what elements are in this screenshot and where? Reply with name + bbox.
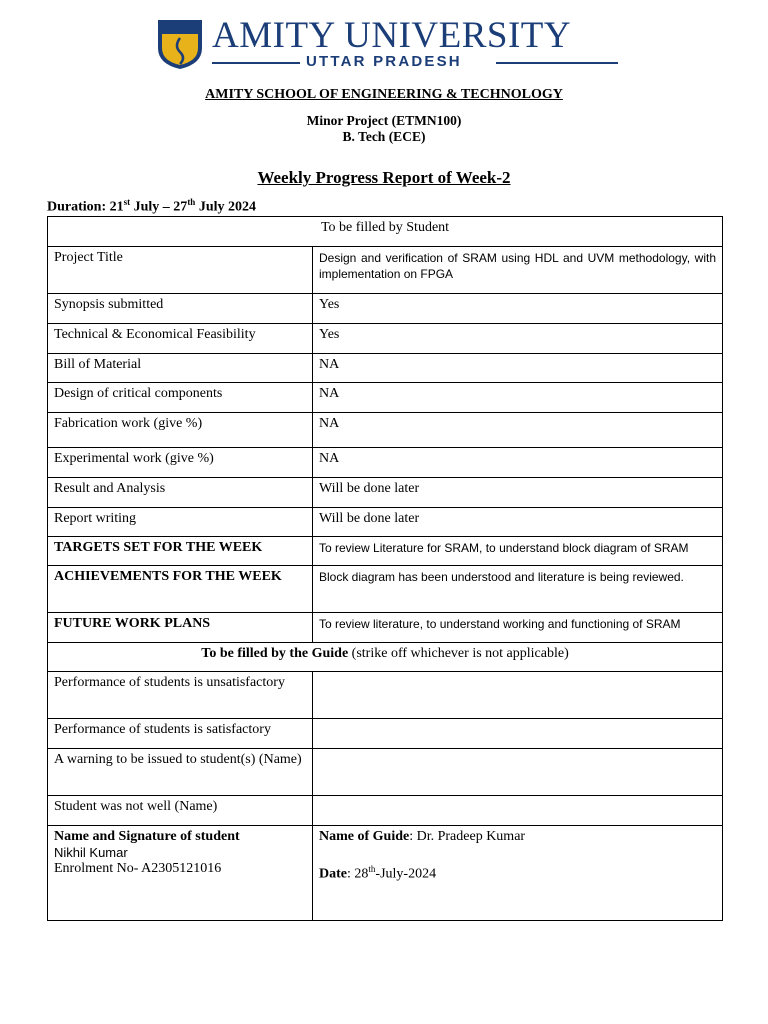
signature-row (48, 826, 723, 921)
row-label: ACHIEVEMENTS FOR THE WEEK (48, 566, 313, 613)
table-row (48, 508, 723, 537)
amity-shield-icon (156, 18, 204, 70)
row-value: Will be done later (313, 508, 723, 537)
duration: Duration: 21st July – 27th July 2024 (47, 197, 257, 215)
university-logo (156, 14, 626, 74)
row-label: Performance of students is unsatisfactory (48, 672, 313, 719)
table-row (48, 294, 723, 324)
row-value: NA (313, 354, 723, 383)
table-row (48, 537, 723, 566)
progress-table (47, 216, 723, 921)
table-row (48, 478, 723, 508)
table-row (48, 383, 723, 413)
enrolment-number: Enrolment No- A2305121016 (54, 861, 222, 876)
row-value: To review literature, to understand working and functioning of SRAM (313, 613, 723, 643)
row-label: Project Title (48, 247, 313, 294)
row-value (313, 796, 723, 826)
row-label: FUTURE WORK PLANS (48, 613, 313, 643)
section-label: To be filled by the Guide (strike off whichever is not applicable) (48, 643, 723, 672)
guide-name: Name of Guide: Dr. Pradeep Kumar (319, 829, 526, 844)
course-code: Minor Project (ETMN100) (306, 113, 462, 128)
table-row (48, 354, 723, 383)
row-label: Synopsis submitted (48, 294, 313, 324)
row-label: TARGETS SET FOR THE WEEK (48, 537, 313, 566)
row-value: Yes (313, 324, 723, 354)
row-value: Will be done later (313, 478, 723, 508)
table-row (48, 566, 723, 613)
row-label: Student was not well (Name) (48, 796, 313, 826)
row-label: Performance of students is satisfactory (48, 719, 313, 749)
divider (212, 62, 300, 64)
table-row (48, 448, 723, 478)
row-value: NA (313, 413, 723, 448)
row-value: Design and verification of SRAM using HDL and UVM methodology, with implementation on FPGA (313, 247, 723, 294)
row-value (313, 749, 723, 796)
divider (496, 62, 618, 64)
guide-cell (313, 826, 723, 921)
report-title: Weekly Progress Report of Week-2 (257, 168, 511, 187)
row-label: Technical & Economical Feasibility (48, 324, 313, 354)
university-location: UTTAR PRADESH (306, 53, 462, 70)
table-row (48, 613, 723, 643)
row-label: Design of critical components (48, 383, 313, 413)
row-label: Bill of Material (48, 354, 313, 383)
section-header-guide (48, 643, 723, 672)
student-signature-label: Name and Signature of student (54, 829, 240, 844)
table-row (48, 247, 723, 294)
table-row (48, 719, 723, 749)
row-value: NA (313, 448, 723, 478)
degree: B. Tech (ECE) (342, 129, 426, 144)
table-row (48, 672, 723, 719)
row-label: A warning to be issued to student(s) (Name) (48, 749, 313, 796)
row-value: Yes (313, 294, 723, 324)
row-label: Fabrication work (give %) (48, 413, 313, 448)
table-row (48, 796, 723, 826)
row-label: Report writing (48, 508, 313, 537)
table-row (48, 749, 723, 796)
row-value: Block diagram has been understood and literature is being reviewed. (313, 566, 723, 613)
section-header-student (48, 217, 723, 247)
row-label: Experimental work (give %) (48, 448, 313, 478)
school-name: AMITY SCHOOL OF ENGINEERING & TECHNOLOGY (205, 87, 563, 102)
row-value: NA (313, 383, 723, 413)
course-info (0, 113, 768, 145)
row-label: Result and Analysis (48, 478, 313, 508)
row-value: To review Literature for SRAM, to understand block diagram of SRAM (313, 537, 723, 566)
report-date: Date: 28th-July-2024 (319, 864, 437, 882)
table-row (48, 413, 723, 448)
university-name: AMITY UNIVERSITY (212, 15, 572, 56)
table-row (48, 324, 723, 354)
row-value (313, 672, 723, 719)
student-name: Nikhil Kumar (54, 845, 128, 860)
section-label: To be filled by Student (48, 217, 723, 247)
row-value (313, 719, 723, 749)
student-signature-cell (48, 826, 313, 921)
